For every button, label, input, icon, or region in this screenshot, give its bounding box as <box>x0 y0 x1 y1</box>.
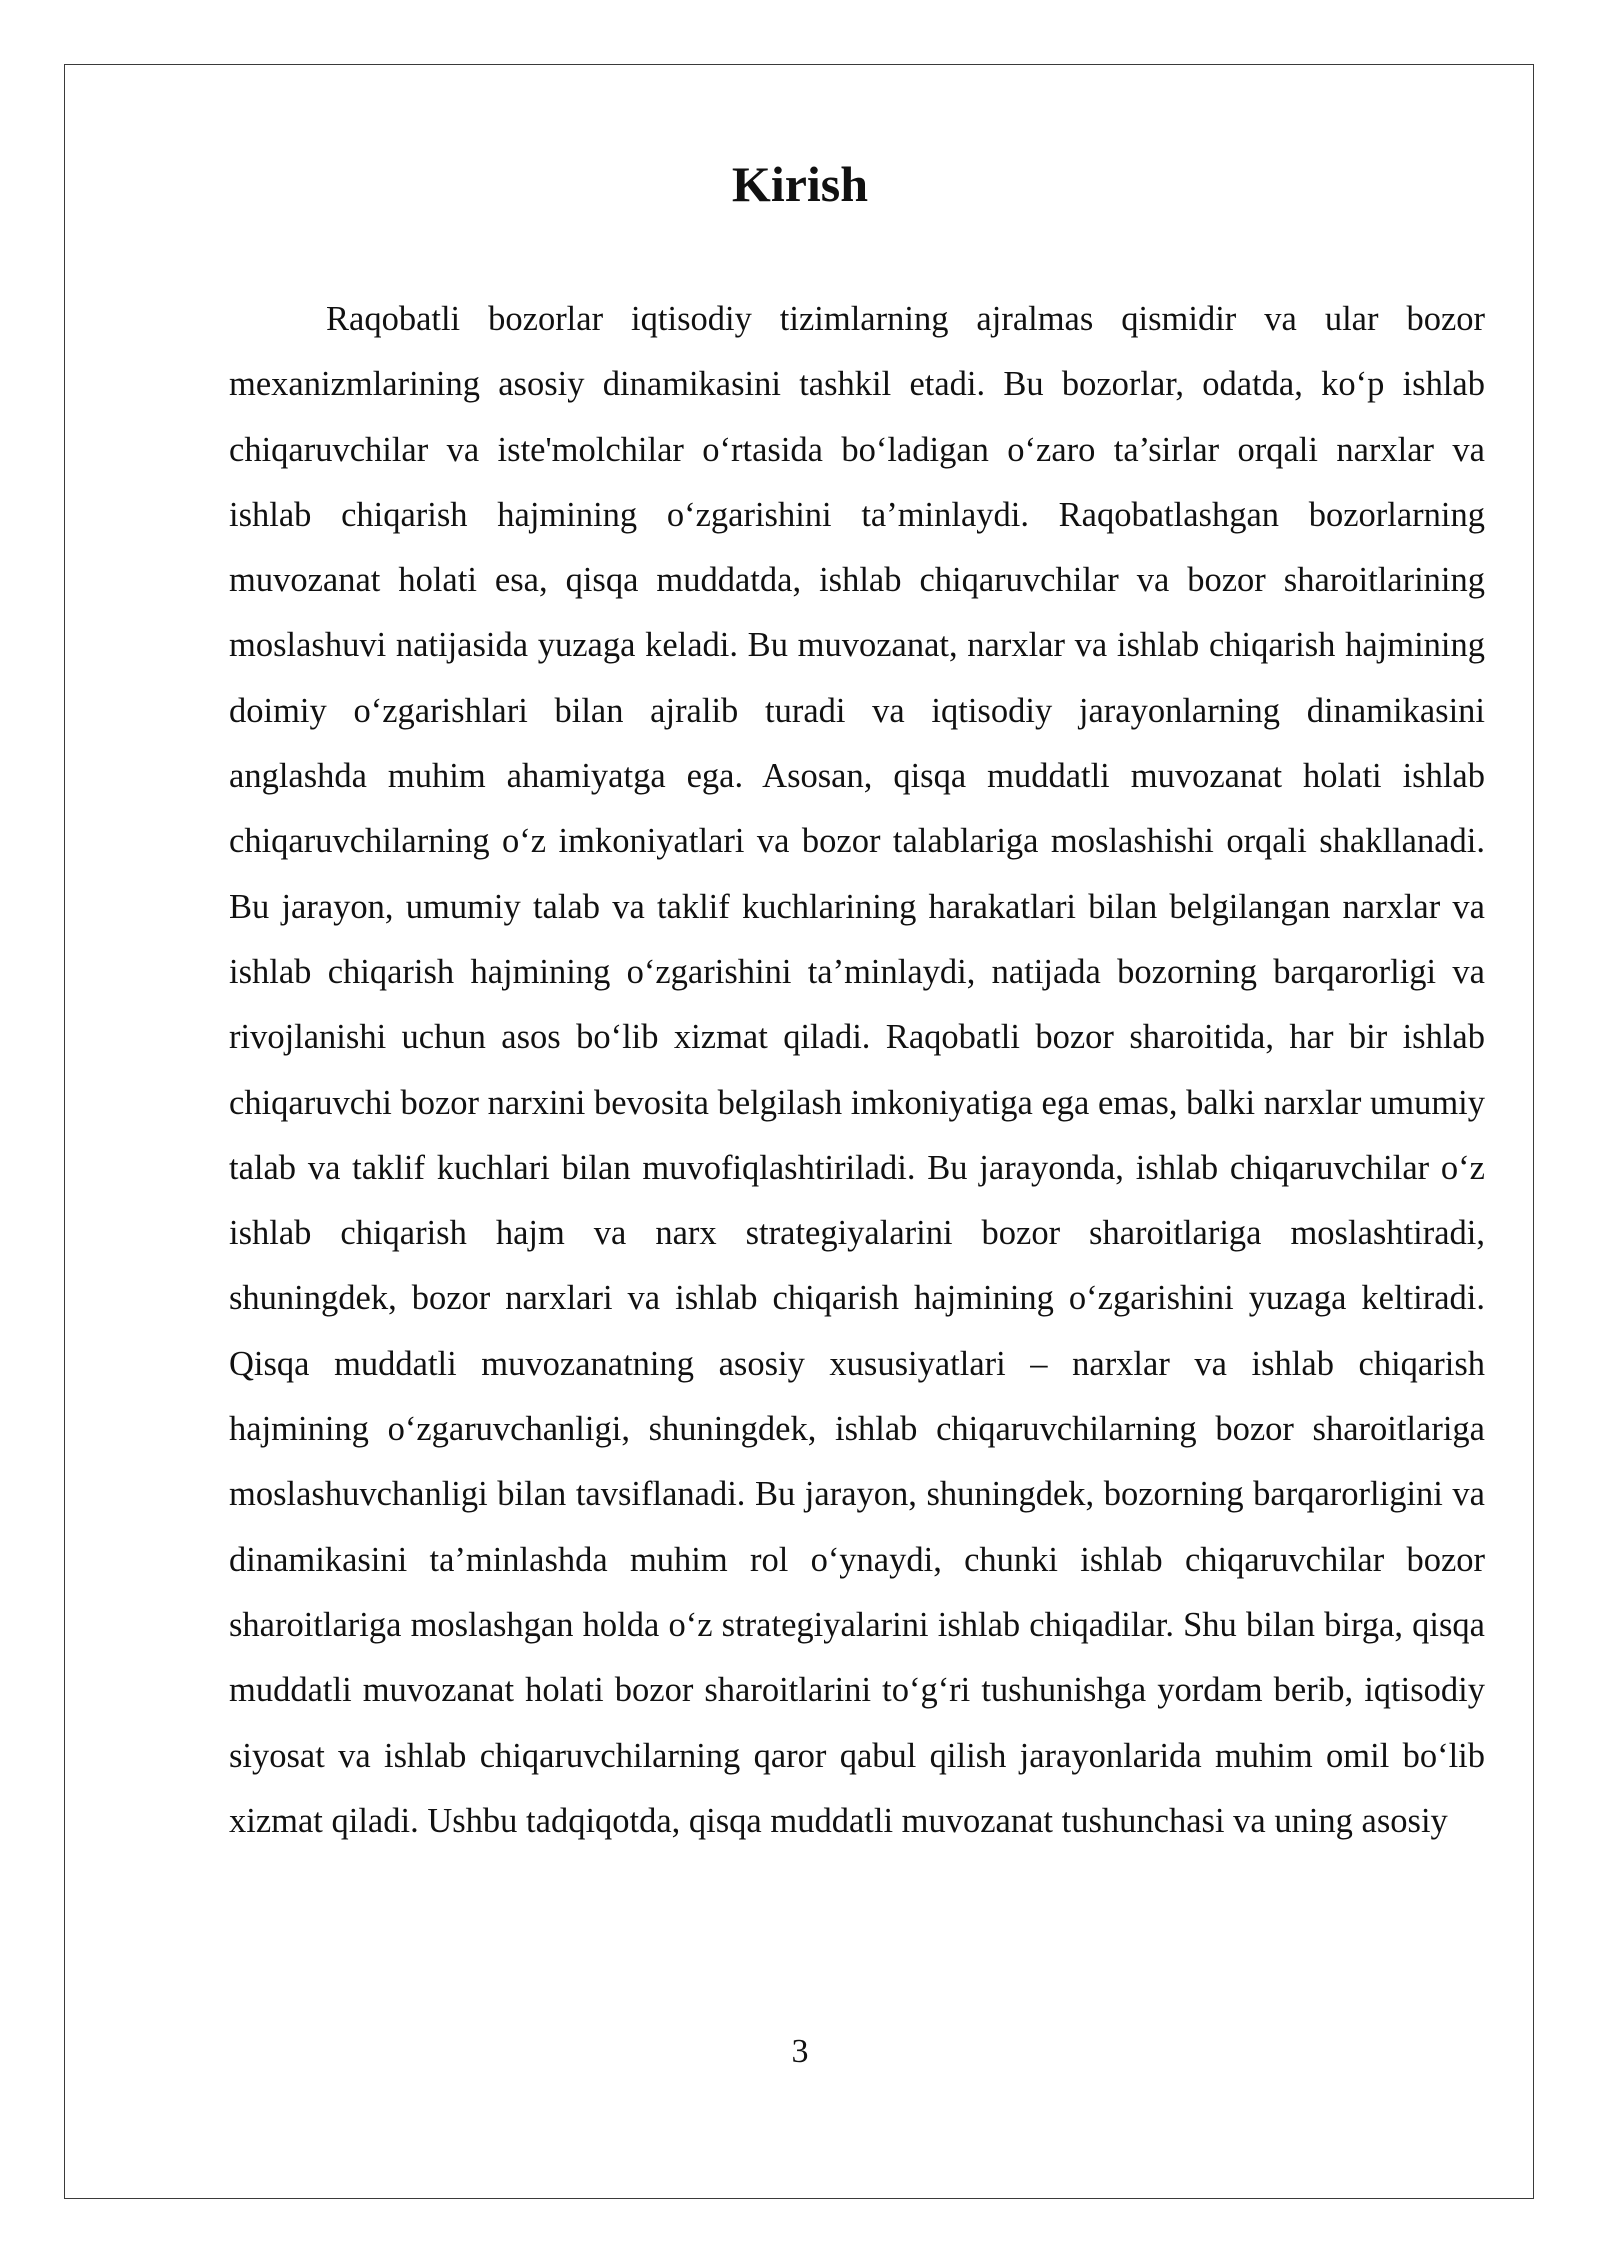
body-paragraph: Raqobatli bozorlar iqtisodiy tizimlarning ajralmas qismidir va ular bozor mexanizmlarining asosiy dinamikasini tashkil etadi. Bu bozorlar, odatda, ko‘p ishlab chiqaruvchilar va iste'molchilar o‘rtasida bo‘ladigan o‘zaro ta’sirlar orqali narxlar va ishlab chiqarish hajmining o‘zgarishini ta’minlaydi. Raqobatlashgan bozorlarning muvozanat holati esa, qisqa muddatda, ishlab chiqaruvchilar va bozor sharoitlarining moslashuvi natijasida yuzaga keladi. Bu muvozanat, narxlar va ishlab chiqarish hajmining doimiy o‘zgarishlari bilan ajralib turadi va iqtisodiy jarayonlarning dinamikasini anglashda muhim ahamiyatga ega. Asosan, qisqa muddatli muvozanat holati ishlab chiqaruvchilarning o‘z imkoniyatlari va bozor talablariga moslashishi orqali shakllanadi. Bu jarayon, umumiy talab va taklif kuchlarining harakatlari bilan belgilangan narxlar va ishlab chiqarish hajmining o‘zgarishini ta’minlaydi, natijada bozorning barqarorligi va rivojlanishi uchun asos bo‘lib xizmat qiladi. Raqobatli bozor sharoitida, har bir ishlab chiqaruvchi bozor narxini bevosita belgilash imkoniyatiga ega emas, balki narxlar umumiy talab va taklif kuchlari bilan muvofiqlashtiriladi. Bu jarayonda, ishlab chiqaruvchilar o‘z ishlab chiqarish hajm va narx strategiyalarini bozor sharoitlariga moslashtiradi, shuningdek, bozor narxlari va ishlab chiqarish hajmining o‘zgarishini yuzaga keltiradi. Qisqa muddatli muvozanatning asosiy xususiyatlari – narxlar va ishlab chiqarish hajmining o‘zgaruvchanligi, shuningdek, ishlab chiqaruvchilarning bozor sharoitlariga moslashuvchanligi bilan tavsiflanadi. Bu jarayon, shuningdek, bozorning barqarorligini va dinamikasini ta’minlashda muhim rol o‘ynaydi, chunki ishlab chiqaruvchilar bozor sharoitlariga moslashgan holda o‘z strategiyalarini ishlab chiqadilar. Shu bilan birga, qisqa muddatli muvozanat holati bozor sharoitlarini to‘g‘ri tushunishga yordam berib, iqtisodiy siyosat va ishlab chiqaruvchilarning qaror qabul qilish jarayonlarida muhim omil bo‘lib xizmat qiladi. Ushbu tadqiqotda, qisqa muddatli muvozanat tushunchasi va uning asosiy <box>229 300 1486 1840</box>
page-number: 3 <box>791 2033 809 2070</box>
page-title: Kirish <box>731 156 869 212</box>
